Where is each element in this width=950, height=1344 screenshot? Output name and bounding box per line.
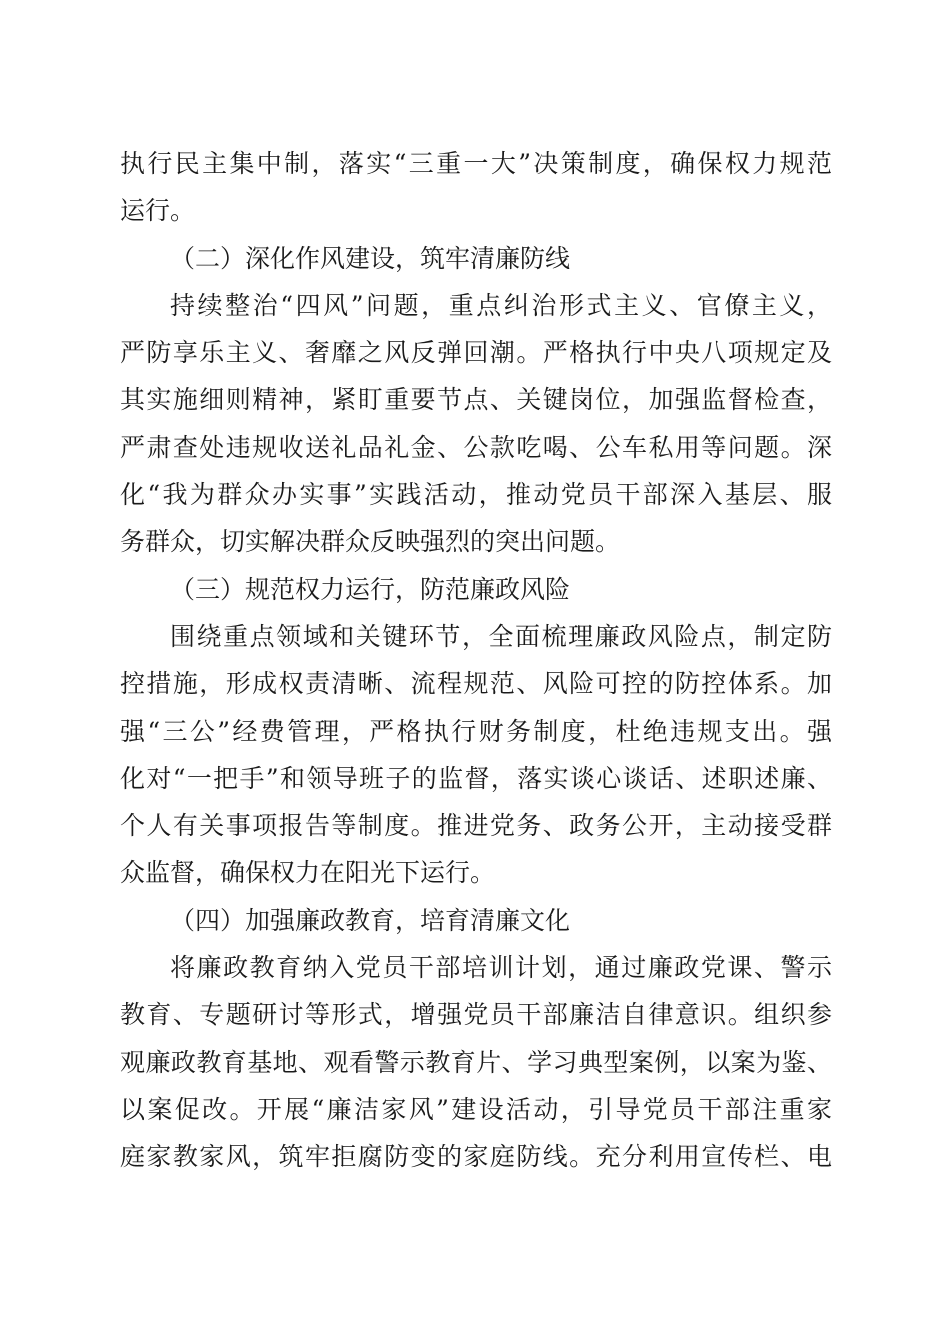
body-line: 观廉政教育基地、观看警示教育片、学习典型案例，以案为鉴、: [120, 1047, 832, 1077]
body-line: 化“我为群众办实事”实践活动，推动党员干部深入基层、服: [120, 480, 832, 510]
body-line: 持续整治“四风”问题，重点纠治形式主义、官僚主义，: [170, 290, 832, 320]
body-line: 将廉政教育纳入党员干部培训计划，通过廉政党课、警示: [170, 953, 832, 983]
body-line: 化对“一把手”和领导班子的监督，落实谈心谈话、述职述廉、: [120, 763, 832, 793]
body-line: 其实施细则精神，紧盯重要节点、关键岗位，加强监督检查，: [120, 385, 832, 415]
body-line: 严肃查处违规收送礼品礼金、公款吃喝、公车私用等问题。深: [120, 432, 832, 462]
body-line: 严防享乐主义、奢靡之风反弹回潮。严格执行中央八项规定及: [120, 338, 832, 368]
body-line: 务群众，切实解决群众反映强烈的突出问题。: [120, 527, 621, 557]
body-line: 个人有关事项报告等制度。推进党务、政务公开，主动接受群: [120, 811, 832, 841]
body-line: 强“三公”经费管理，严格执行财务制度，杜绝违规支出。强: [120, 716, 832, 746]
body-line: 执行民主集中制，落实“三重一大”决策制度，确保权力规范: [120, 149, 832, 178]
body-line: 围绕重点领域和关键环节，全面梳理廉政风险点，制定防: [170, 621, 832, 651]
section-heading: （三）规范权力运行，防范廉政风险: [170, 574, 571, 604]
document-body: [120, 140, 832, 1181]
section-heading: （二）深化作风建设，筑牢清廉防线: [170, 243, 571, 273]
body-line: 运行。: [120, 196, 196, 226]
body-line: 控措施，形成权责清晰、流程规范、风险可控的防控体系。加: [120, 669, 832, 699]
body-line: 教育、专题研讨等形式，增强党员干部廉洁自律意识。组织参: [120, 1000, 832, 1030]
body-line: 庭家教家风，筑牢拒腐防变的家庭防线。充分利用宣传栏、电: [120, 1142, 832, 1172]
body-line: 众监督，确保权力在阳光下运行。: [120, 858, 496, 888]
section-heading: （四）加强廉政教育，培育清廉文化: [170, 905, 571, 935]
body-line: 以案促改。开展“廉洁家风”建设活动，引导党员干部注重家: [120, 1094, 832, 1124]
